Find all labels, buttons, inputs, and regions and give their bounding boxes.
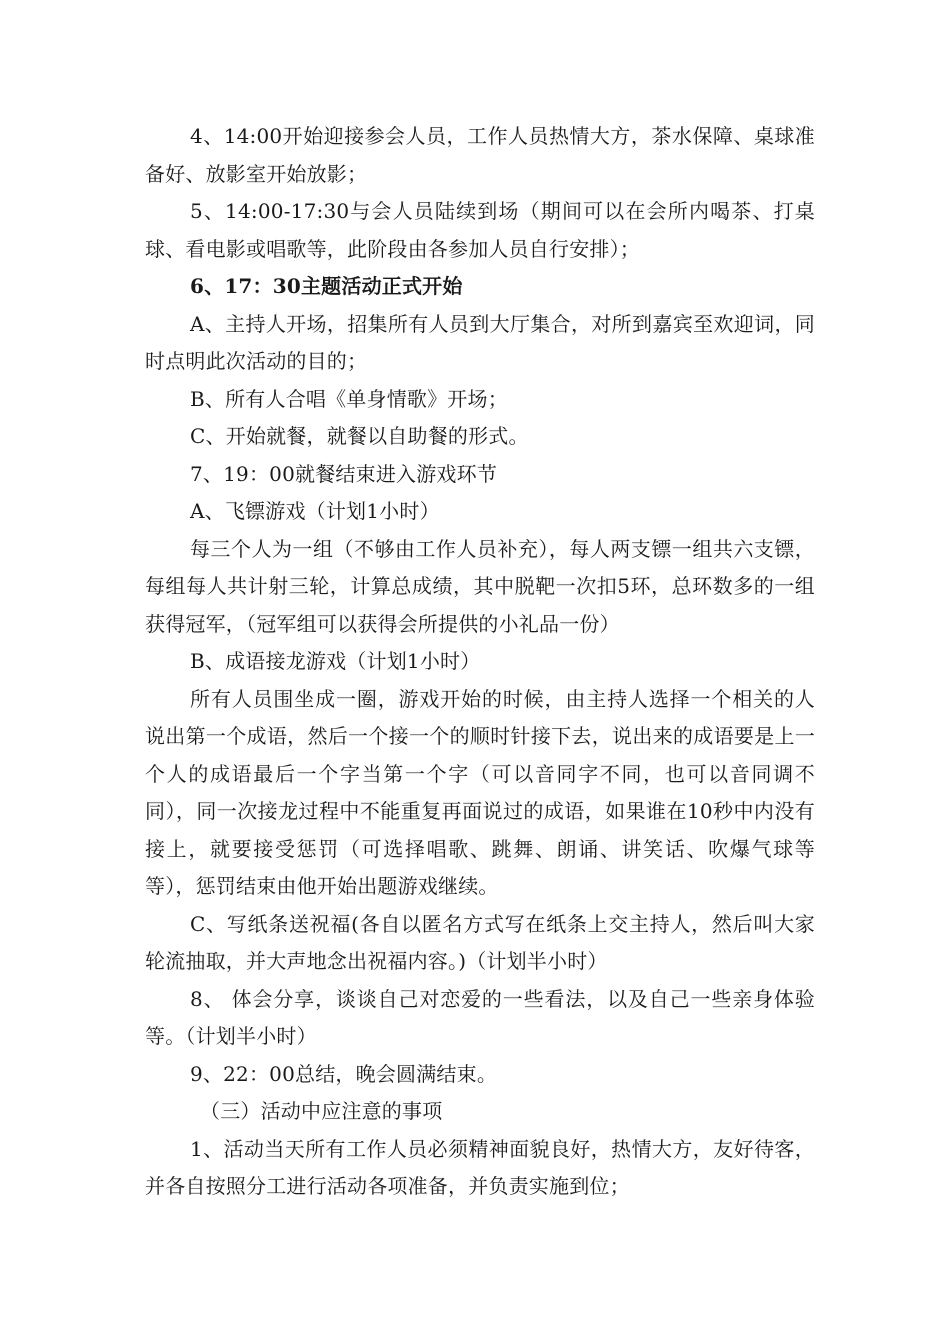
paragraph-step-9: 9、22：00总结，晚会圆满结束。: [190, 1061, 498, 1086]
paragraph-step-6a: A、主持人开场，招集所有人员到大厅集合，对所到嘉宾至欢迎词，同时点明此次活动的目的；: [145, 311, 815, 373]
paragraph-step-7b: B、成语接龙游戏（计划1小时）: [190, 649, 481, 673]
paragraph-step-4: 4、14:00开始迎接参会人员，工作人员热情大方，茶水保障、桌球准备好、放影室开始放影；: [145, 124, 815, 186]
paragraph-idiom-rules: 所有人员围坐成一圈，游戏开始的时候，由主持人选择一个相关的人说出第一个成语，然后一个接一个的顺时针接下去，说出来的成语要是上一个人的成语最后一个字当第一个字（可以音同字不同，也可以音同调不同），同一次接龙过程中不能重复再面说过的成语，如果谁在10秒中内没有接上，就要接受惩罚（可选择唱歌、跳舞、朗诵、讲笑话、吹爆气球等等），惩罚结束由他开始出题游戏继续。: [145, 686, 815, 898]
section-heading-notes: （三）活动中应注意的事项: [200, 1099, 443, 1123]
paragraph-step-7: 7、19：00就餐结束进入游戏环节: [190, 461, 498, 486]
paragraph-step-8: 8、 体会分享，谈谈自己对恋爱的一些看法，以及自己一些亲身体验等。（计划半小时）: [145, 986, 815, 1048]
paragraph-step-5: 5、14:00-17:30与会人员陆续到场（期间可以在会所内喝茶、打桌球、看电影或唱歌等，此阶段由各参加人员自行安排）；: [145, 199, 815, 261]
paragraph-darts-rules: 每三个人为一组（不够由工作人员补充），每人两支镖一组共六支镖，每组每人共计射三轮，计算总成绩，其中脱靶一次扣5环，总环数多的一组获得冠军，（冠军组可以获得会所提供的小礼品一份）: [145, 536, 815, 636]
heading-step-6: 6、17：30主题活动正式开始: [190, 274, 463, 298]
paragraph-step-6c: C、开始就餐，就餐以自助餐的形式。: [190, 424, 529, 448]
paragraph-note-1: 1、活动当天所有工作人员必须精神面貌良好，热情大方，友好待客，并各自按照分工进行活动各项准备，并负责实施到位；: [145, 1136, 815, 1198]
paragraph-step-7a: A、飞镖游戏（计划1小时）: [190, 499, 440, 523]
paragraph-step-6b: B、所有人合唱《单身情歌》开场；: [190, 386, 508, 411]
document-body: [145, 118, 815, 1206]
paragraph-step-7c: C、写纸条送祝福(各自以匿名方式写在纸条上交主持人，然后叫大家轮流抽取，并大声地念出祝福内容。)（计划半小时）: [145, 911, 815, 973]
